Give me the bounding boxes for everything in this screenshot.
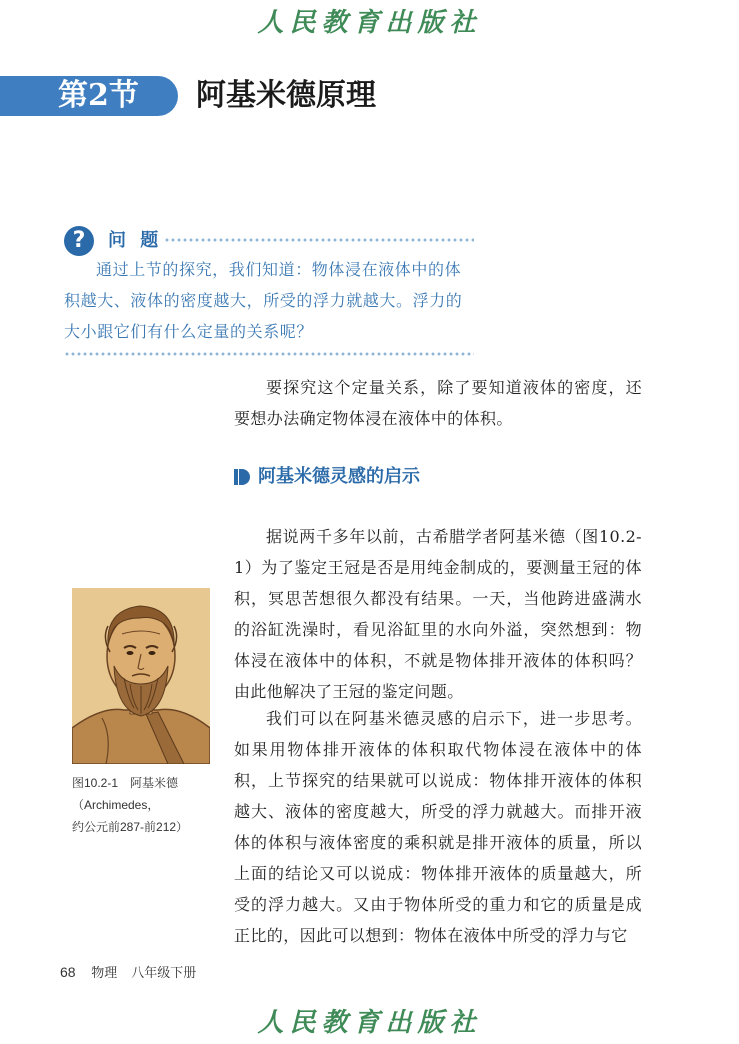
subheading-marker-icon bbox=[234, 469, 250, 485]
footer-subject: 物理 bbox=[91, 965, 118, 980]
section-label-banner: 第2节 bbox=[0, 76, 178, 116]
dotted-divider-bottom bbox=[64, 352, 474, 356]
section-title: 阿基米德原理 bbox=[196, 78, 376, 113]
caption-line: 约公元前287-前212） bbox=[72, 820, 189, 834]
archimedes-portrait bbox=[72, 588, 210, 764]
question-icon: ? bbox=[64, 226, 94, 256]
problem-line: 通过上节的探究，我们知道：物体浸在液体中的体 bbox=[96, 260, 462, 279]
publisher-footer: 人民教育出版社 bbox=[257, 1008, 482, 1038]
dotted-divider-top bbox=[164, 238, 474, 242]
page-number: 68 bbox=[60, 964, 76, 980]
intro-paragraph: 要探究这个定量关系，除了要知道液体的密度，还要想办法确定物体浸在液体中的体积。 bbox=[234, 378, 642, 428]
figure-caption bbox=[72, 772, 232, 838]
publisher-header: 人民教育出版社 bbox=[257, 8, 482, 38]
caption-line: 图10.2-1 阿基米德 bbox=[72, 776, 179, 790]
problem-line: 大小跟它们有什么定量的关系呢？ bbox=[64, 322, 314, 341]
subheading-text: 阿基米德灵感的启示 bbox=[258, 466, 420, 487]
caption-line: （Archimedes， bbox=[72, 798, 160, 812]
problem-text bbox=[64, 254, 474, 347]
reasoning-paragraph: 我们可以在阿基米德灵感的启示下，进一步思考。如果用物体排开液体的体积取代物体浸在液体中的体积，上节探究的结果就可以说成：物体排开液体的体积越大、液体的密度越大，所受的浮力就越大。而排开液体的体积与液体密度的乘积就是排开液体的质量，所以上面的结论又可以说成：物体排开液体的质量越大，所受的浮力越大。又由于物体所受的重力和它的质量是成正比的，因此可以想到：物体在液体中所受的浮力与它 bbox=[234, 709, 642, 945]
problem-line: 积越大、液体的密度越大，所受的浮力就越大。浮力的 bbox=[64, 291, 463, 310]
problem-heading: 问 题 bbox=[108, 230, 163, 251]
story-paragraph: 据说两千多年以前，古希腊学者阿基米德（图10.2-1）为了鉴定王冠是否是用纯金制成的，要测量王冠的体积，冥思苦想很久都没有结果。一天，当他跨进盛满水的浴缸洗澡时，看见浴缸里的水向外溢，突然想到：物体浸在液体中的体积，不就是物体排开液体的体积吗？由此他解决了王冠的鉴定问题。 bbox=[234, 527, 642, 701]
page-footer bbox=[60, 962, 196, 981]
footer-grade: 八年级下册 bbox=[131, 965, 197, 980]
